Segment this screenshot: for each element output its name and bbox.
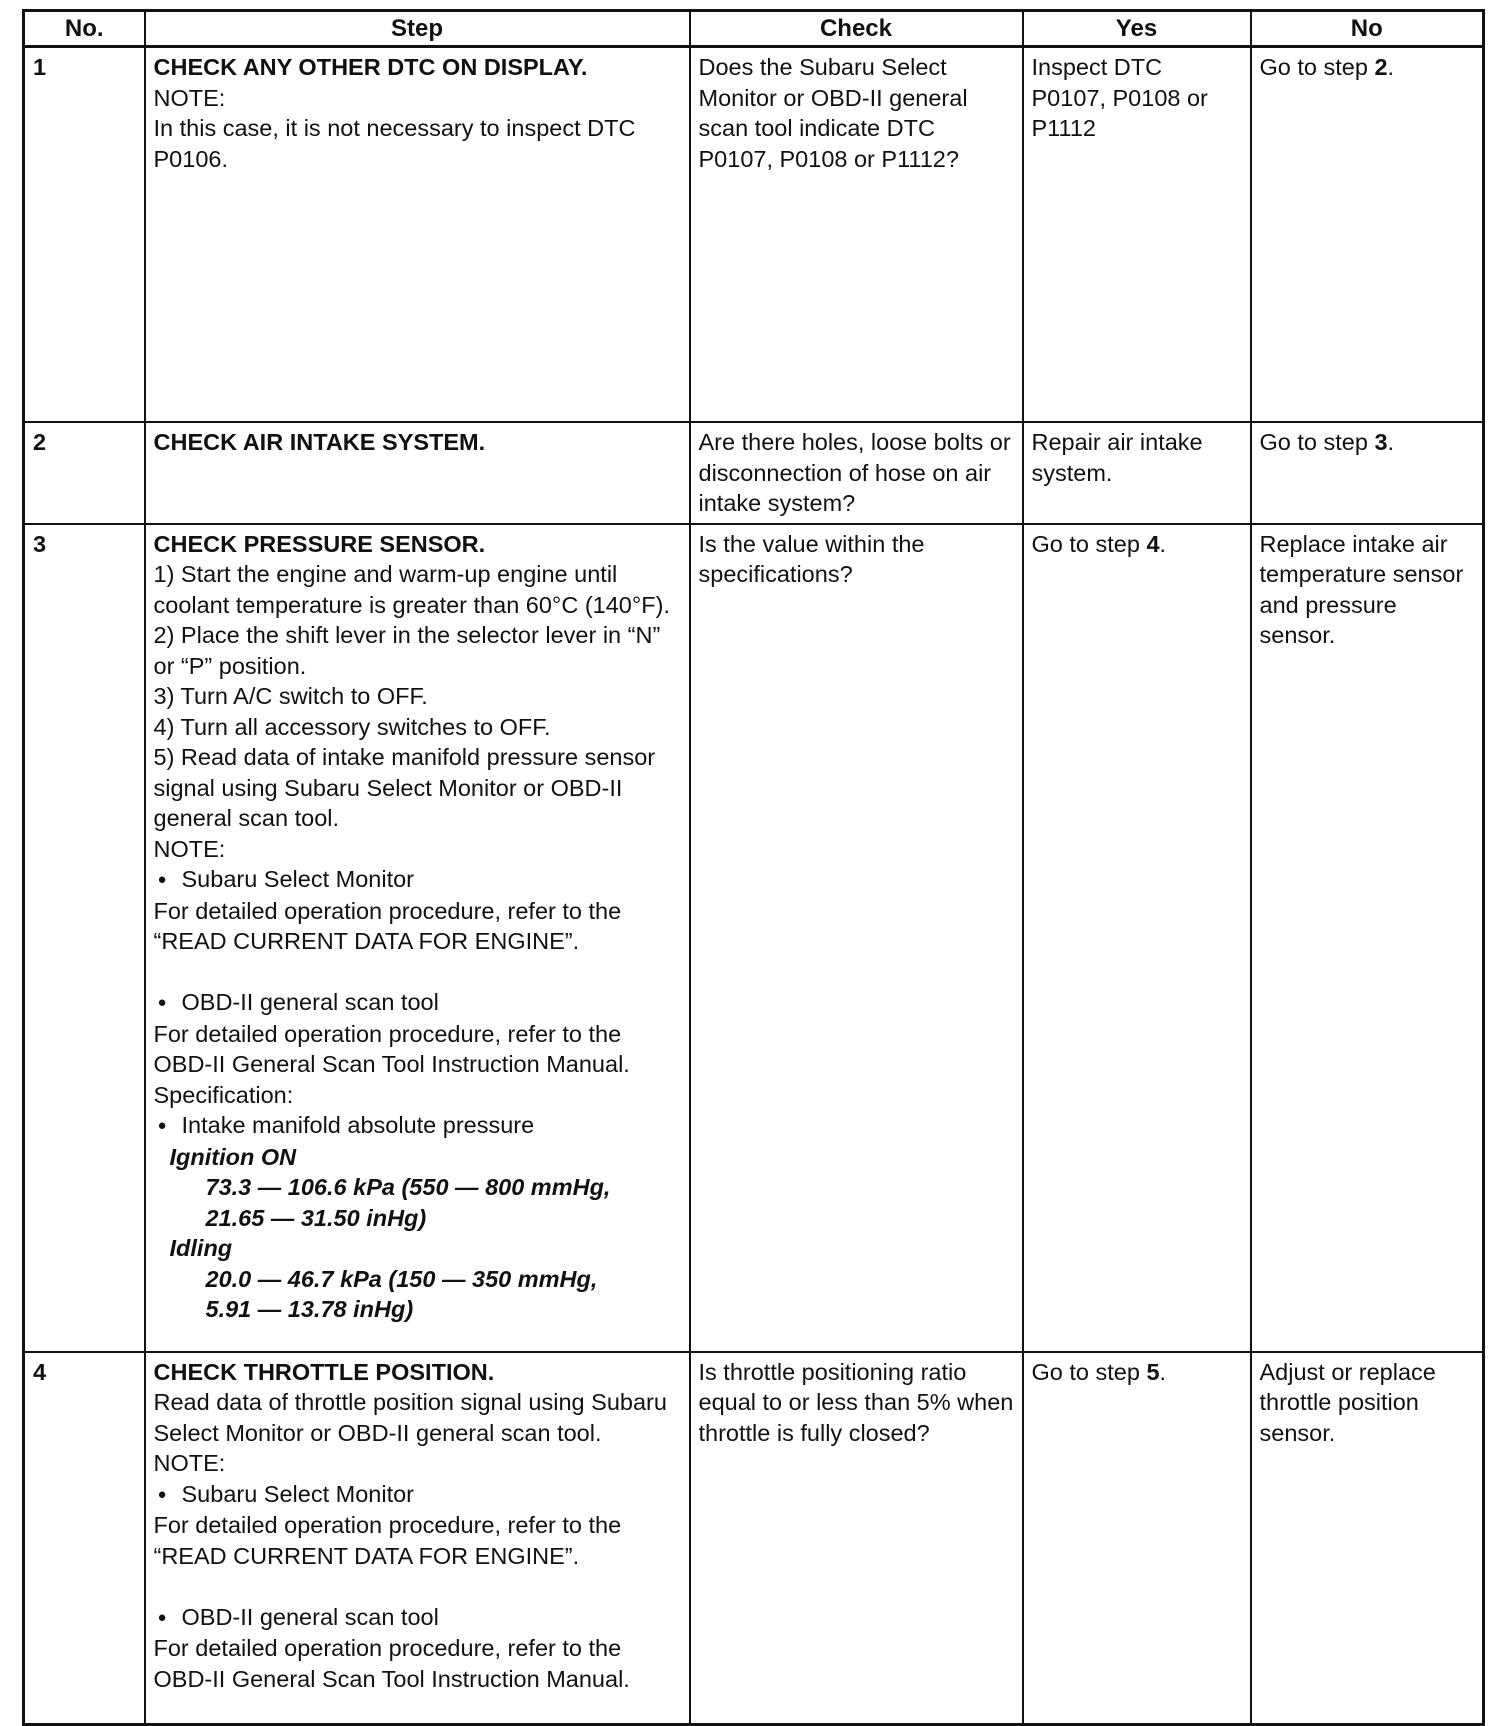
step-cell	[145, 524, 690, 1352]
no-step-ref: 2	[1374, 54, 1388, 80]
check-cell: Is throttle positioning ratio equal to or less than 5% when throttle is fully closed?	[690, 1352, 1023, 1725]
spacer	[154, 1571, 681, 1602]
step-line: 5) Read data of intake manifold pressure sensor signal using Subaru Select Monitor or OBD-II general scan tool.	[153, 744, 656, 831]
spec-idling-label: Idling	[169, 1235, 233, 1261]
step-line: NOTE:	[153, 1450, 226, 1476]
no-suffix: .	[1387, 429, 1395, 455]
yes-prefix: Go to step	[1031, 1358, 1147, 1385]
step-line: 3) Turn A/C switch to OFF.	[153, 683, 428, 709]
row-number: 4	[24, 1352, 145, 1725]
step-line: Read data of throttle position signal using Subaru Select Monitor or OBD-II general scan tool.	[153, 1389, 667, 1446]
note-text-ssm: For detailed operation procedure, refer to the “READ CURRENT DATA FOR ENGINE”.	[153, 1512, 622, 1569]
note-bullet-obd: ● OBD-II general scan tool	[154, 987, 681, 1019]
spec-ignition-label: Ignition ON	[169, 1143, 297, 1170]
no-cell	[1251, 422, 1484, 524]
step-line: 1) Start the engine and warm-up engine until coolant temperature is greater than 60°C (140°F).	[153, 561, 670, 618]
note-text-obd: For detailed operation procedure, refer to the OBD-II General Scan Tool Instruction Manual.	[153, 1020, 630, 1077]
no-prefix: Go to step	[1259, 54, 1375, 80]
table-row	[24, 524, 1484, 1352]
no-step-ref: 3	[1374, 429, 1388, 455]
no-cell: Replace intake air temperature sensor and pressure sensor.	[1251, 524, 1484, 1352]
row-number: 2	[24, 422, 145, 524]
spec-idling-value: 5.91 — 13.78 inHg)	[205, 1296, 414, 1322]
header-no-col: No	[1251, 11, 1484, 47]
row-number: 3	[24, 524, 145, 1352]
yes-suffix: .	[1159, 1358, 1167, 1385]
step-cell	[145, 1352, 690, 1725]
header-yes: Yes	[1023, 11, 1251, 47]
note-bullet-ssm: ● Subaru Select Monitor	[154, 864, 681, 896]
no-cell: Adjust or replace throttle position sensor.	[1251, 1352, 1484, 1725]
step-title: CHECK AIR INTAKE SYSTEM.	[153, 429, 486, 455]
spec-ignition-value: 21.65 — 31.50 inHg)	[205, 1204, 427, 1231]
yes-cell: Inspect DTC P0107, P0108 or P1112	[1023, 47, 1251, 423]
header-no: No.	[24, 11, 145, 47]
no-prefix: Go to step	[1259, 429, 1375, 455]
step-cell	[145, 47, 690, 423]
diagnostic-table	[22, 9, 1485, 1726]
step-line: 4) Turn all accessory switches to OFF.	[153, 713, 551, 740]
check-cell: Does the Subaru Select Monitor or OBD-II general scan tool indicate DTC P0107, P0108 or P1112?	[690, 47, 1023, 423]
spec-bullet: ● Intake manifold absolute pressure	[154, 1110, 681, 1142]
yes-cell	[1023, 524, 1251, 1352]
table-row	[24, 1352, 1484, 1725]
yes-step-ref: 5	[1146, 1358, 1160, 1385]
note-bullet-obd: ● OBD-II general scan tool	[154, 1602, 681, 1634]
yes-cell	[1023, 1352, 1251, 1725]
note-text-ssm: For detailed operation procedure, refer to the “READ CURRENT DATA FOR ENGINE”.	[153, 897, 622, 954]
yes-prefix: Go to step	[1031, 530, 1147, 557]
step-line: NOTE:	[153, 84, 226, 111]
step-title: CHECK ANY OTHER DTC ON DISPLAY.	[153, 54, 588, 80]
spec-ignition-value: 73.3 — 106.6 kPa (550 — 800 mmHg,	[205, 1174, 611, 1200]
note-text-obd: For detailed operation procedure, refer to the OBD-II General Scan Tool Instruction Manual.	[153, 1635, 630, 1692]
table-row	[24, 422, 1484, 524]
step-line: 2) Place the shift lever in the selector lever in “N” or “P” position.	[153, 622, 661, 679]
header-row	[24, 11, 1484, 47]
header-step: Step	[145, 11, 690, 47]
check-cell: Is the value within the specifications?	[690, 524, 1023, 1352]
no-suffix: .	[1387, 54, 1395, 80]
spec-idling-value: 20.0 — 46.7 kPa (150 — 350 mmHg,	[205, 1265, 598, 1292]
table-row	[24, 47, 1484, 423]
spec-label: Specification:	[153, 1081, 294, 1108]
note-bullet-ssm: ● Subaru Select Monitor	[154, 1479, 681, 1511]
yes-suffix: .	[1159, 530, 1167, 557]
header-check: Check	[690, 11, 1023, 47]
no-cell	[1251, 47, 1484, 423]
spacer	[154, 957, 681, 988]
step-title: CHECK PRESSURE SENSOR.	[153, 530, 486, 557]
row-number: 1	[24, 47, 145, 423]
yes-cell: Repair air intake system.	[1023, 422, 1251, 524]
step-line: NOTE:	[153, 835, 226, 862]
yes-step-ref: 4	[1146, 530, 1160, 557]
step-title: CHECK THROTTLE POSITION.	[153, 1358, 495, 1385]
step-cell	[145, 422, 690, 524]
step-line: In this case, it is not necessary to inspect DTC P0106.	[153, 115, 636, 172]
check-cell: Are there holes, loose bolts or disconnection of hose on air intake system?	[690, 422, 1023, 524]
